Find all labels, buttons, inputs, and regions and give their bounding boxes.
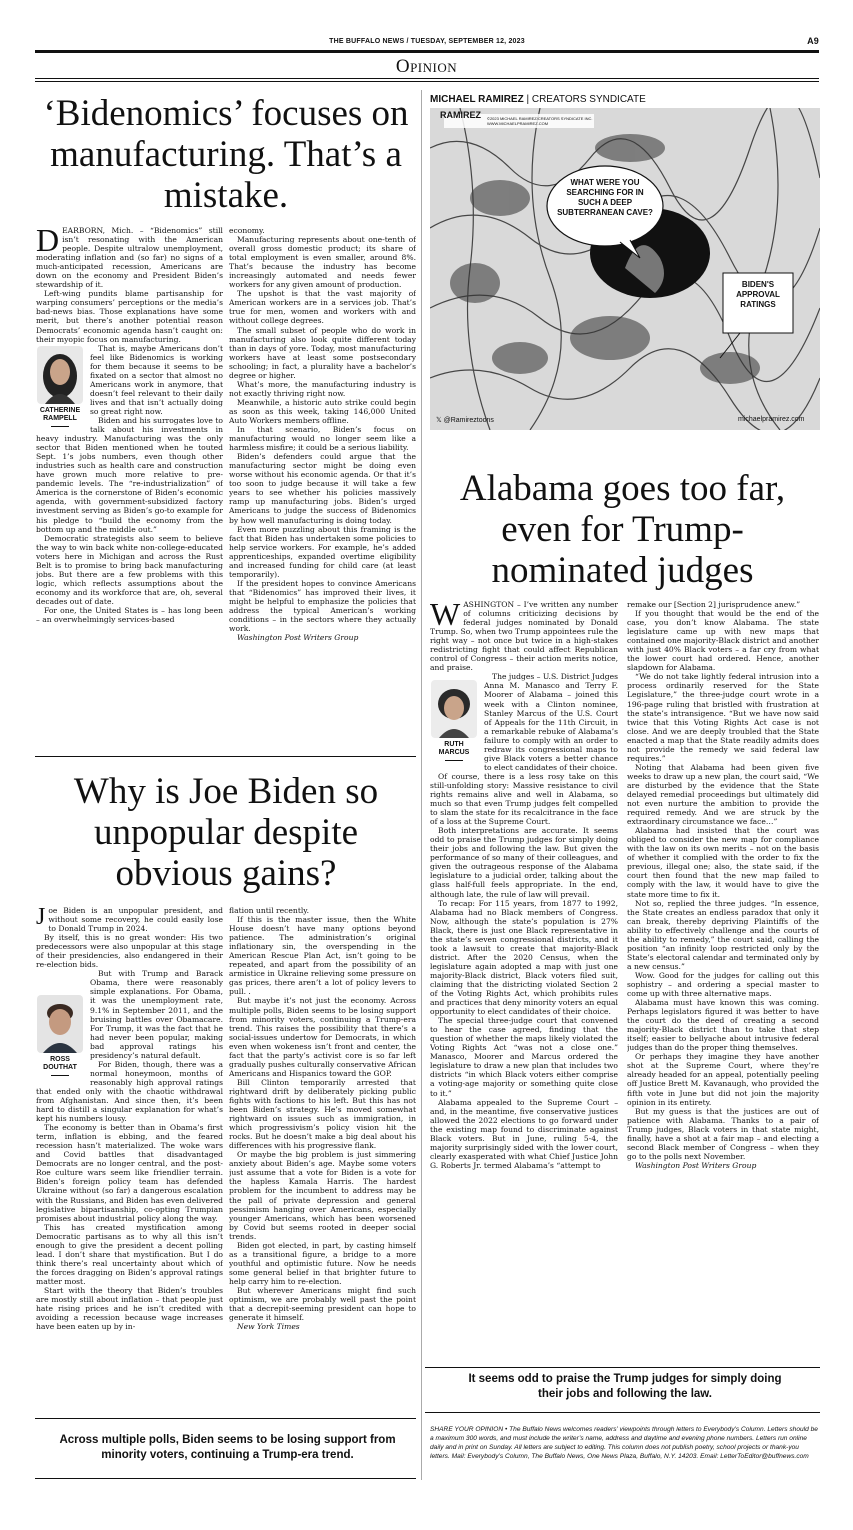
douthat-paragraph: For Biden, though, there was a normal honeymoon, months of reasonably high approval ratings that ended only with the chaotic withdrawal from Afghanistan. And since then, it’s been hard to distill a singular explanation for what’s kept his numbers lousy. <box>36 1059 223 1124</box>
rampell-paragraph: Left-wing pundits blame partisanship for warping consumers’ perceptions or the media’s bad-news bias. Those explanations have some merit, but there’s another potential reason Democrats’ economic agenda hasn’t caught on: their myopic focus on manufacturing. <box>36 289 223 344</box>
marcus-photo <box>431 680 477 738</box>
marcus-paragraph: “We do not take lightly federal intrusion into a process ordinarily reserved for the State Legislature,” the three-judge court wrote in a 196-page ruling that bristled with frustration at the state’s intransigence. “But we have now said twice that this Voting Rights Act case is not close. And we are deeply troubled that the State enacted a map that the State readily admits does not provide the remedy we said federal law requires.” <box>627 672 819 763</box>
rampell-column-2 <box>229 226 416 750</box>
douthat-paragraph: If this is the master issue, then the White House doesn’t have many options beyond patience. The administration’s original inflationary sin, the overspending in the American Rescue Plan Act, isn’t going to be repeated, and apart from the possibility of an armistice in Ukraine relieving some pressure on gas prices, there aren’t a lot of policy levers to pull. . <box>229 915 416 997</box>
cartoon-signature: RAMIREZ <box>440 110 481 120</box>
marcus-paragraph: Alabama must have known this was coming. Perhaps legislators figured it was better to have the court do the deed of creating a second majority-Black district than to take that step itself; easier to bellyache about intrusive federal judges than do the proper thing themselves. <box>627 998 819 1053</box>
marcus-headline: Alabama goes too far, even for Trump-nominated judges <box>459 468 786 591</box>
cartoon-label: BIDEN'S APPROVAL RATINGS <box>736 280 780 309</box>
marcus-paragraph: Both interpretations are accurate. It seems odd to praise the Trump judges for simply doing their jobs and following the law. But given the performance of so many of their colleagues, and given the outrageous response of the Alabama legislature to a judicial order, talking about the glass half-full feels appropriate. In the end, although late, the rule of law will prevail. <box>430 826 618 899</box>
share-your-opinion-note: SHARE YOUR OPINION • The Buffalo News welcomes readers’ viewpoints through letters to Everybody’s Column. Letters should be a maximum 300 words, and must include the writer’s name, address and daytime and evening phone numbers. Letters run online daily and in print on Sunday. All letters are subject to editing. This column does not publish poetry, school projects or thank-you letters. Mail: Everybody’s Column, The Buffalo News, One News Plaza, Buffalo, N.Y. 14203. Email: LetterToEditor@buffnews.com <box>430 1426 818 1460</box>
douthat-paragraph: Bill Clinton temporarily arrested that rightward drift by deliberately picking public fights with factions to his left. But this has not been Biden’s strategy. He’s moved somewhat rightward on issues such as immigration, in which progressivism’s policy vision hit the rocks. But he doesn’t make a big deal about his differences with his progressive flank. <box>229 1077 416 1151</box>
marcus-drop-cap: W <box>430 600 461 632</box>
douthat-paragraph: Or maybe the big problem is just simmering anxiety about Biden’s age. Maybe some voters just assume that a vote for Biden is a vote for the hapless Kamala Harris. The hardest problem for the incumbent to address may be the pall of private depression and general pessimism hanging over Americans, especially younger Americans, which has been worsened by Covid but seems rooted in deeper social trends. <box>229 1150 416 1241</box>
marcus-paragraph: ASHINGTON – I’ve written any number of columns criticizing decisions by federal judges nominated by Donald Trump. So, when two Trump appointees rule the right way – not once but twice in a high-stakes redistricting fight that could affect Republican control of Congress – their action merits notice, and praise. <box>430 600 618 673</box>
rampell-paragraph: For one, the United States is – has long been – an overwhelmingly services-based <box>36 605 223 625</box>
douthat-mugshot <box>36 995 84 1076</box>
rampell-paragraph: Biden and his surrogates love to talk about his investments in heavy industry. Manufacturing was the only sector that Biden mentioned when he touted Sept. 1’s jobs numbers, even though other industries such as health care and construction have grown much more relative to pre-pandemic levels. The “re-industrialization” of America is the cornerstone of Biden’s economic agenda, with government-subsidized factory investment serving as Biden’s go-to example for his pledge to “build the economy from the bottom up and the middle out.” <box>36 415 223 534</box>
douthat-credit: New York Times <box>237 1322 300 1332</box>
marcus-paragraph: Alabama appealed to the Supreme Court – and, in the meantime, five conservative justices allowed the 2022 elections to go forward under the existing map found to discriminate against Black voters. But in June, ruling 5-4, the majority surprisingly sided with the lower court, clearly exasperated with what Chief Justice John G. Roberts Jr. termed Alabama’s “attempt to <box>430 1097 618 1170</box>
douthat-pullquote-rule-bottom <box>35 1478 416 1479</box>
marcus-author-last: MARCUS <box>438 749 470 757</box>
page-folio <box>35 36 819 50</box>
douthat-drop-cap: J <box>36 906 46 930</box>
rampell-paragraph: economy. <box>229 226 265 235</box>
cartoon-credit: MICHAEL RAMIREZ | CREATORS SYNDICATE <box>430 94 646 105</box>
douthat-rule <box>35 756 416 757</box>
marcus-paragraph: remake our [Section 2] jurisprudence anew.” <box>627 600 801 609</box>
section-rule-top <box>35 78 819 79</box>
rampell-author-last: RAMPELL <box>43 414 77 422</box>
author-rule <box>51 1075 69 1076</box>
marcus-paragraph: Or perhaps they imagine they have another shot at the Supreme Court, where they’re already headed for an appeal, potentially peeling off Justice Brett M. Kavanaugh, who provided the fifth vote in June but did not join the majority opinion in its entirety. <box>627 1052 819 1107</box>
douthat-paragraph: flation until recently. <box>229 906 309 915</box>
rampell-paragraph: The upshot is that the vast majority of American workers are in a services job. That’s true for men, women and workers with and without college degrees. <box>229 289 416 326</box>
marcus-paragraph: To recap: For 115 years, from 1877 to 1992, Alabama had no Black members of Congress. Now, although the state’s population is 27% Black, there is just one Black representative in the state’s seven congressional districts, and it took a lawsuit to create that majority-Black district. After the 2020 Census, when the legislature again adopted a map with just one majority-Black district, Black voters filed suit, claiming that the districting violated Section 2 of the Voting Rights Act, which prohibits rules and practices that deny minority voters an equal opportunity to elect candidates of their choice. <box>430 898 618 1017</box>
douthat-paragraph: Start with the theory that Biden’s troubles are mostly still about inflation – that people just hate rising prices and he isn’t credited with avoiding a recession because wage increases have been eaten up by in- <box>36 1285 223 1332</box>
douthat-paragraph: This has created mystification among Democratic partisans as to why all this isn’t enough to give the president a decent polling lead. I don’t share that mystification. But I do think there’s real uncertainty about which of the forces dragging on Biden’s approval ratings matter most. <box>36 1222 223 1286</box>
marcus-column-2 <box>627 600 819 1365</box>
douthat-paragraph: oe Biden is an unpopular president, and without some recovery, he could easily lose to Donald Trump in 2024. <box>48 906 223 934</box>
rampell-paragraph: If the president hopes to convince Americans that “Bidenomics” has improved their lives, it might be helpful to emphasize the policies that address the typical American’s working conditions – in the sectors where they actually work. <box>229 578 416 634</box>
marcus-paragraph: But my guess is that the justices are out of patience with Alabama. Thanks to a pair of Trump judges, Black voters in that state might, finally, have a shot at a fair map – and electing a second Black member of Congress – when they go to the polls next November. <box>627 1106 819 1161</box>
author-rule <box>445 760 463 761</box>
cartoon-website: michaelpramirez.com <box>738 416 805 423</box>
marcus-paragraph: The special three-judge court that convened to hear the case agreed, finding that the question of whether the maps likely violated the Voting Rights Act “was not a close one.” Manasco, Moorer and Marcus ordered the legislature to draw a new plan that includes two districts “in which Black voters either comprise a voting-age majority or something quite close to it.” <box>430 1016 618 1098</box>
cartoon-twitter <box>436 416 494 424</box>
rampell-paragraph: Biden’s defenders could argue that the manufacturing sector might be doing even worse without his economic agenda. Or that it’s too soon to judge because it will take a few years to see whether his policies massively ramp up manufacturing jobs. Biden’s urged Americans to judge the success of Bidenomics by how well manufacturing is doing today. <box>229 452 416 525</box>
rampell-paragraph: Manufacturing represents about one-tenth of overall gross domestic product; its share of total employment is even smaller, around 8%. That’s because the industry has become increasingly automated and needs fewer workers for any given amount of production. <box>229 235 416 290</box>
douthat-paragraph: But wherever Americans might find such optimism, we are probably well past the point that a decrepit-seeming president can hope to generate it himself. <box>229 1285 416 1323</box>
marcus-paragraph: The judges – U.S. District Judges Anna M. Manasco and Terry F. Moorer of Alabama – joined this week with a Clinton nominee, Stanley Marcus of the U.S. Court of Appeals for the 11th Circuit, in a remarkable rebuke of Alabama’s failure to comply with an order to redraw its congressional maps to give Black voters a better chance to elect candidates of their choice. <box>484 672 618 772</box>
marcus-pullquote-rule-top <box>425 1367 820 1368</box>
rampell-photo <box>37 346 83 404</box>
douthat-column-2 <box>229 906 416 1416</box>
marcus-paragraph: Alabama had insisted that the court was obliged to consider the new map for compliance with the law on its own merits – not on the basis of whether it complied with the order to fix the previous, illegal one; also, the state said, if the court then found that the new map failed to comply with the law, it would have to give the state more time to fix it. <box>627 826 819 899</box>
marcus-column-1 <box>430 600 618 1365</box>
rampell-column-1 <box>36 226 223 750</box>
rampell-drop-cap: D <box>36 226 60 258</box>
cartoon-twitter-handle: @Ramireztoons <box>443 417 494 424</box>
douthat-paragraph: By itself, this is no great wonder: His two predecessors were also unpopular at this stage of their presidencies, also endangered in their re-election bids. <box>36 933 223 970</box>
douthat-column-1 <box>36 906 223 1416</box>
rampell-paragraph: EARBORN, Mich. – “Bidenomics” still isn’t resonating with the American people. Despite ultralow unemployment, moderating inflation and (so far) no signs of a much-anticipated recession, Americans are down on the economy and President Biden’s stewardship of it. <box>36 226 223 290</box>
masthead-rule <box>35 50 819 53</box>
rampell-paragraph: The small subset of people who do work in manufacturing also look quite different today than in days of yore. Today, most manufacturing workers have at least some postsecondary schooling; in fact, a plurality have a bachelor’s degree or higher. <box>229 325 416 380</box>
rampell-paragraph: In that scenario, Biden’s focus on manufacturing would no longer seem like a harmless misfire; it could be a serious liability. <box>229 425 416 453</box>
rampell-paragraph: Meanwhile, a historic auto strike could begin as soon as this week, taking 146,000 United Auto Workers members offline. <box>229 397 416 425</box>
rampell-paragraph: That is, maybe Americans don’t feel like Bidenomics is working for them because it seems to be fixated on a sector that almost no Americans work in anymore, that doesn’t feel relevant to their daily lives and that isn’t actually doing so great right now. <box>90 343 223 416</box>
page-number: A9 <box>807 36 819 46</box>
author-rule <box>51 426 69 427</box>
marcus-paragraph: If you thought that would be the end of the case, you don’t know Alabama. The state legislature came up with new maps that contained one majority-Black district and another with just 40% Black voters – a far cry from what the lower court had ordered. Hence, another slapdown for Alabama. <box>627 609 819 673</box>
rampell-credit: Washington Post Writers Group <box>237 633 359 643</box>
marcus-paragraph: Not so, replied the three judges. “In essence, the State creates an endless paradox that only it can break, thereby depriving Plaintiffs of the ability to effectively challenge and the courts of the ability to remedy,” the court said, calling the position “an infinity loop restricted only by the State’s electoral calendar and terminated only by a new census.” <box>627 898 819 971</box>
rampell-paragraph: What’s more, the manufacturing industry is not exactly thriving right now. <box>229 379 416 398</box>
douthat-author-first: ROSS <box>50 1056 70 1064</box>
marcus-mugshot <box>430 680 478 761</box>
rampell-headline: ‘Bidenomics’ focuses on manufacturing. That’s a mistake. <box>43 93 409 216</box>
rampell-mugshot <box>36 346 84 427</box>
section-rule-bottom <box>35 81 819 82</box>
douthat-author-last: DOUTHAT <box>43 1064 77 1072</box>
douthat-paragraph: But maybe it’s not just the economy. Across multiple polls, Biden seems to be losing support from minority voters, continuing a Trump-era trend. This raises the possibility that there’s a social-issues undertow for Democrats, in which even when wokeness isn’t front and center, the fact that the party’s activist core is so far left gradually pushes culturally conservative African Americans and Hispanics toward the GOP. <box>229 996 416 1078</box>
cartoon-speech-bubble: WHAT WERE YOU SEARCHING FOR IN SUCH A DEEP SUBTERRANEAN CAVE? <box>557 178 653 217</box>
douthat-photo <box>37 995 83 1053</box>
marcus-credit: Washington Post Writers Group <box>635 1160 757 1170</box>
douthat-pullquote: Across multiple polls, Biden seems to be losing support from minority voters, continuing a Trump-era trend. <box>59 1434 396 1461</box>
marcus-author-first: RUTH <box>444 741 464 749</box>
paper-date: THE BUFFALO NEWS / TUESDAY, SEPTEMBER 12, 2023 <box>329 38 525 45</box>
rampell-paragraph: Democratic strategists also seem to believe the way to win back white non-college-educated voters here in Michigan and across the Rust Belt is to promise to bring back manufacturing jobs. But there are a few problems with this logic, which reflects assumptions about the economy and its workforce that are, oh, several decades out of date. <box>36 533 223 606</box>
editorial-cartoon <box>430 108 820 430</box>
column-divider <box>421 90 422 1480</box>
rampell-paragraph: Even more puzzling about this framing is the fact that Biden has undertaken some policies to help service workers. For example, he’s added apprenticeships, expanded overtime eligibility and increased funding for child care (at least temporarily). <box>229 524 416 579</box>
douthat-headline: Why is Joe Biden so unpopular despite obvious gains? <box>73 771 379 894</box>
marcus-pullquote-rule-bottom <box>425 1412 820 1413</box>
twitter-icon: 𝕏 <box>436 417 442 424</box>
rampell-author-first: CATHERINE <box>39 406 81 414</box>
marcus-pullquote: It seems odd to praise the Trump judges for simply doing their jobs and following the law. <box>468 1373 782 1400</box>
section-title: Opinion <box>395 56 458 77</box>
marcus-paragraph: Noting that Alabama had been given five weeks to draw up a new plan, the court said, “We are disturbed by the evidence that the State delayed remedial proceedings but ultimately did not even nurture the ambition to provide the required remedy. And we are struck by the extraordinary circumstance we face…” <box>627 762 819 827</box>
marcus-paragraph: Wow. Good for the judges for calling out this sophistry – and ordering a special master to come up with three alternative maps. <box>627 970 819 999</box>
douthat-paragraph: Biden got elected, in part, by casting himself as a transitional figure, a bridge to a more youthful and optimistic future. Now he needs some general belief in that brighter future to help carry him to re-election. <box>229 1240 416 1286</box>
cartoonist-name: MICHAEL RAMIREZ <box>430 94 524 105</box>
douthat-paragraph: The economy is better than in Obama’s first term, inflation is ebbing, and the feared recession hasn’t materialized. The woke wars and Covid battles that disadvantaged Democrats are no longer central, and the post-Roe culture wars seem like friendlier terrain. Biden’s foreign policy team has defended Ukraine without (so far) a dangerous escalation with the Russians, and Biden has even delivered legislative bipartisanship, co-opting Trumpian promises about industrial policy along the way. <box>36 1123 223 1223</box>
cartoon-signature-note: ©2023 MICHAEL RAMIREZ/CREATORS SYNDICATE INC. WWW.MICHAELPRAMIREZ.COM <box>487 116 593 126</box>
marcus-paragraph: Of course, there is a less rosy take on this still-unfolding story: Massive resistance to civil rights remains alive and well in Alabama, so much so that even Trump judges felt compelled to slam the state for its recalcitrance in the face of a loss at the Supreme Court. <box>430 771 618 827</box>
douthat-pullquote-rule-top <box>35 1418 416 1419</box>
douthat-paragraph: But with Trump and Barack Obama, there were reasonably simple explanations. For Obama, it was the unemployment rate, 9.1% in September 2011, and the bruising battles over Obamacare. For Trump, it was the fact that he had never been popular, making bad approval ratings his presidency’s natural default. <box>90 969 223 1060</box>
cartoon-syndicate: CREATORS SYNDICATE <box>531 94 646 105</box>
